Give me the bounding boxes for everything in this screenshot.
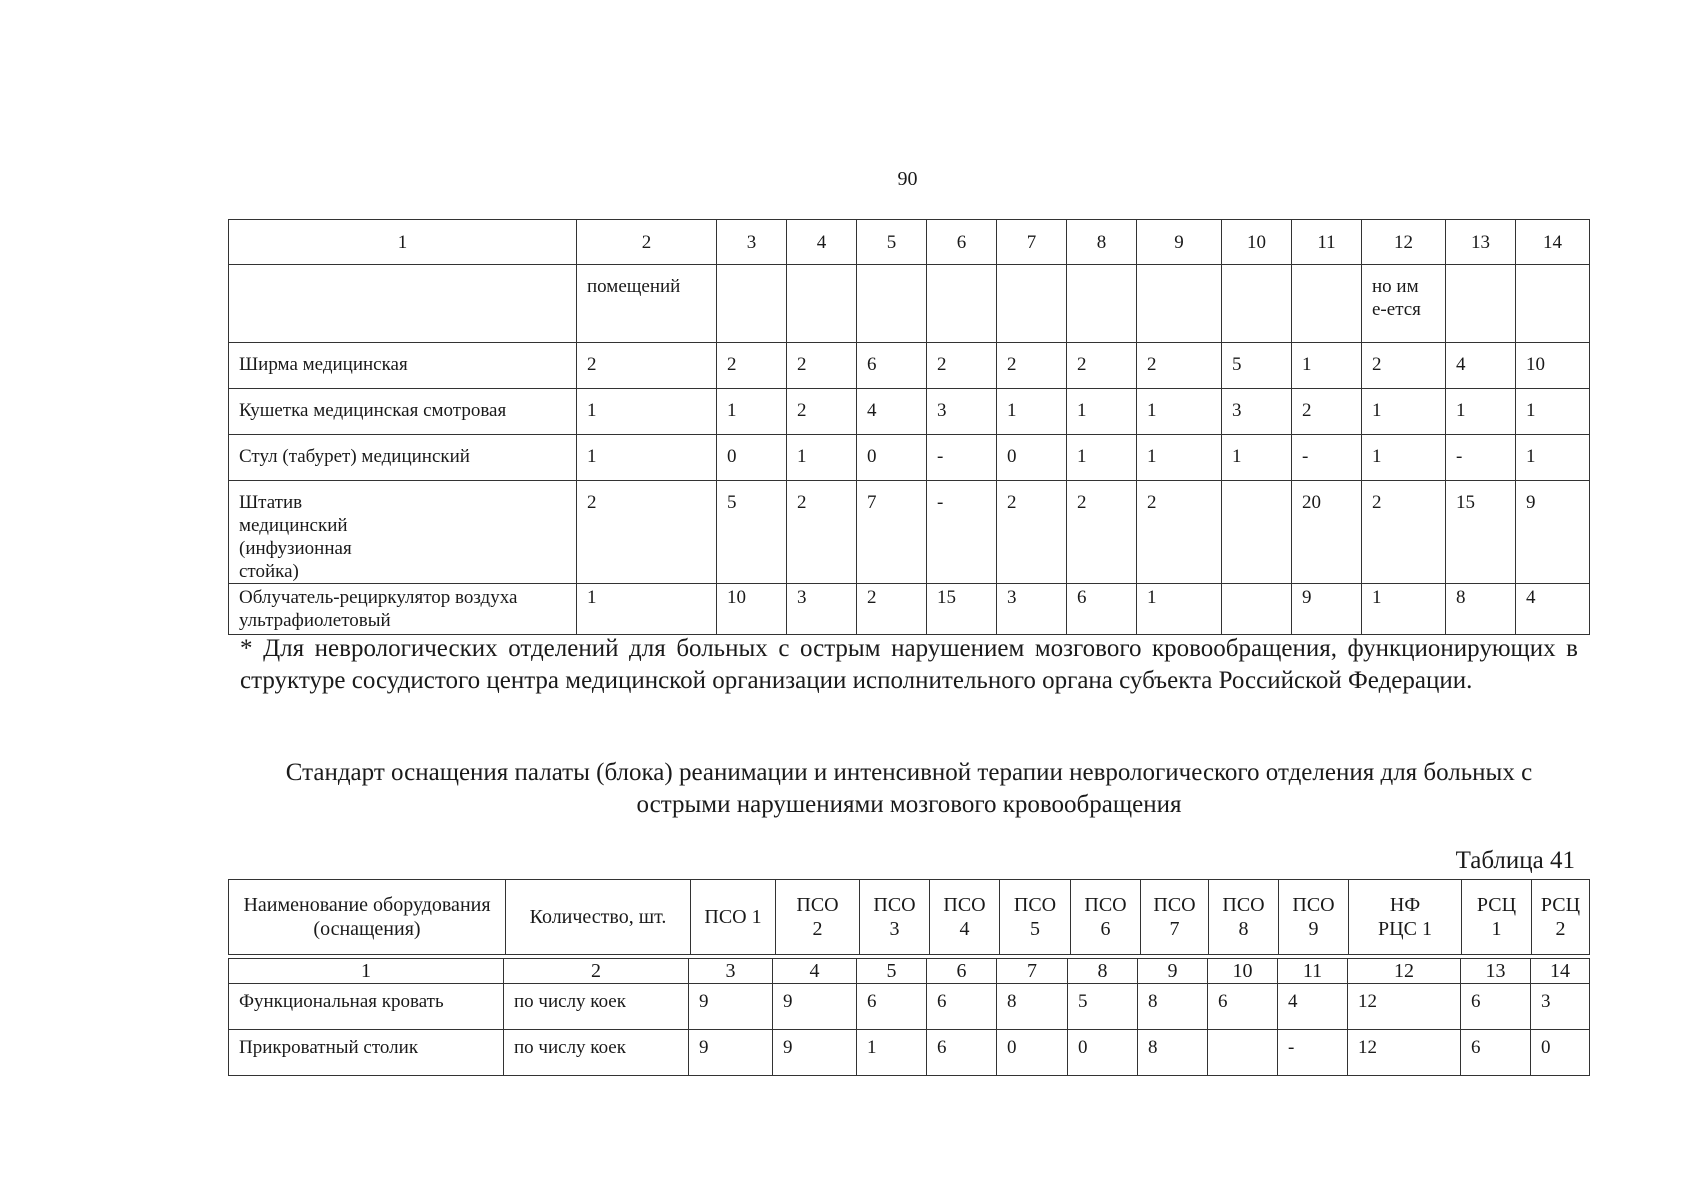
equipment-name: Облучатель-рециркулятор воздуха ультрафиолетовый	[229, 584, 577, 635]
table-cell	[927, 265, 997, 343]
table-cell: 6	[857, 343, 927, 389]
table-cell: 3	[927, 389, 997, 435]
column-number: 7	[997, 959, 1068, 984]
table-cell: 4	[1278, 984, 1348, 1030]
table-cell: 12	[1348, 984, 1461, 1030]
column-number: 5	[857, 959, 927, 984]
table-cell: помещений	[577, 265, 717, 343]
column-number: 12	[1362, 220, 1446, 265]
column-number: 13	[1461, 959, 1531, 984]
table-cell: -	[1292, 435, 1362, 481]
equipment-name: Функциональная кровать	[229, 984, 504, 1030]
table-cell: 2	[787, 481, 857, 584]
column-header: ПСО 8	[1209, 880, 1279, 955]
table-cell: 1	[1137, 435, 1222, 481]
table-cell: 1	[1446, 389, 1516, 435]
column-header: ПСО 2	[776, 880, 860, 955]
table-cell: 9	[773, 1030, 857, 1076]
table-cell: 4	[1516, 584, 1590, 635]
table-cell: 6	[1208, 984, 1278, 1030]
table-cell: 5	[1068, 984, 1138, 1030]
equipment-name: Стул (табурет) медицинский	[229, 435, 577, 481]
table-cell: 2	[577, 481, 717, 584]
table-cell: 10	[1516, 343, 1590, 389]
column-number: 11	[1278, 959, 1348, 984]
table-row	[229, 343, 1590, 389]
column-header: НФ РЦС 1	[1349, 880, 1462, 955]
footnote: * Для неврологических отделений для больных с острым нарушением мозгового кровообращения, функционирующих в структуре сосудистого центра медицинской организации исполнительного органа субъекта Российской Федерации.	[240, 635, 1578, 694]
table-cell: 4	[1446, 343, 1516, 389]
table-cell: 2	[1067, 343, 1137, 389]
table-cell	[1292, 265, 1362, 343]
column-number: 9	[1137, 220, 1222, 265]
column-number-row	[229, 220, 1590, 265]
table-cell: 0	[997, 1030, 1068, 1076]
table-cell: 1	[1067, 389, 1137, 435]
table-cell	[857, 265, 927, 343]
table-cell: -	[1278, 1030, 1348, 1076]
column-header: ПСО 5	[1000, 880, 1071, 955]
table-cell: 1	[997, 389, 1067, 435]
equipment-table-continued	[228, 219, 1590, 635]
column-header: Количество, шт.	[506, 880, 691, 955]
table-cell: 2	[927, 343, 997, 389]
column-header: ПСО 3	[860, 880, 930, 955]
column-number: 1	[229, 220, 577, 265]
column-number: 9	[1138, 959, 1208, 984]
table-cell: 0	[717, 435, 787, 481]
table-cell: 1	[1137, 389, 1222, 435]
column-header: ПСО 6	[1071, 880, 1141, 955]
table-cell: 2	[1137, 343, 1222, 389]
table-cell: 1	[1137, 584, 1222, 635]
table-cell: 9	[1292, 584, 1362, 635]
equipment-name: Штатив медицинский (инфузионная стойка)	[229, 481, 577, 584]
table-41-header	[228, 879, 1590, 955]
table-row	[229, 481, 1590, 584]
table-cell: 5	[1222, 343, 1292, 389]
table-cell: 1	[717, 389, 787, 435]
equipment-name: Кушетка медицинская смотровая	[229, 389, 577, 435]
table-cell: 15	[1446, 481, 1516, 584]
column-number: 13	[1446, 220, 1516, 265]
table-cell: 6	[857, 984, 927, 1030]
table-cell: 0	[997, 435, 1067, 481]
table-row	[229, 584, 1590, 635]
column-number: 4	[787, 220, 857, 265]
table-cell: 0	[857, 435, 927, 481]
table-cell: -	[927, 435, 997, 481]
table-cell: 2	[1292, 389, 1362, 435]
table-cell: 1	[577, 435, 717, 481]
table-cell: 8	[997, 984, 1068, 1030]
table-cell: 6	[1461, 984, 1531, 1030]
table-cell: 2	[787, 343, 857, 389]
column-header: РСЦ 2	[1532, 880, 1590, 955]
table-label: Таблица 41	[1455, 847, 1575, 874]
column-number: 7	[997, 220, 1067, 265]
table-cell: 3	[1222, 389, 1292, 435]
table-cell: 2	[997, 481, 1067, 584]
table-cell: 6	[1067, 584, 1137, 635]
table-cell	[717, 265, 787, 343]
table-cell	[1222, 481, 1292, 584]
column-number: 8	[1067, 220, 1137, 265]
table-cell	[229, 265, 577, 343]
table-cell	[1208, 1030, 1278, 1076]
column-number: 3	[717, 220, 787, 265]
table-cell: 9	[1516, 481, 1590, 584]
table-cell: но име-ется	[1362, 265, 1446, 343]
table-41-body	[228, 958, 1590, 1076]
table-cell: по числу коек	[504, 1030, 689, 1076]
table-cell: 5	[717, 481, 787, 584]
table-cell: 2	[857, 584, 927, 635]
table-cell: 3	[997, 584, 1067, 635]
table-cell: 2	[577, 343, 717, 389]
column-number: 10	[1208, 959, 1278, 984]
table-cell: 1	[1292, 343, 1362, 389]
table-cell	[1067, 265, 1137, 343]
table-cell: 9	[689, 1030, 773, 1076]
header-row	[229, 880, 1590, 955]
table-cell	[787, 265, 857, 343]
table-cell: 10	[717, 584, 787, 635]
column-number: 1	[229, 959, 504, 984]
table-cell: 2	[1362, 481, 1446, 584]
table-cell: -	[1446, 435, 1516, 481]
table-cell: 8	[1138, 984, 1208, 1030]
table-cell: 6	[927, 984, 997, 1030]
table-cell: по числу коек	[504, 984, 689, 1030]
table-cell: 8	[1446, 584, 1516, 635]
table-cell: 1	[1516, 389, 1590, 435]
page-number: 90	[897, 168, 918, 190]
table-cell: 15	[927, 584, 997, 635]
table-cell: 0	[1531, 1030, 1590, 1076]
column-number: 4	[773, 959, 857, 984]
table-row	[229, 389, 1590, 435]
column-number: 5	[857, 220, 927, 265]
table-cell: 8	[1138, 1030, 1208, 1076]
column-number: 3	[689, 959, 773, 984]
table-cell: 2	[997, 343, 1067, 389]
table-cell: 2	[787, 389, 857, 435]
table-cell: 1	[857, 1030, 927, 1076]
column-header: ПСО 9	[1279, 880, 1349, 955]
table-cell: 1	[1222, 435, 1292, 481]
table-row	[229, 984, 1590, 1030]
table-cell: -	[927, 481, 997, 584]
table-cell: 1	[1516, 435, 1590, 481]
table-cell: 1	[1362, 435, 1446, 481]
table-cell: 1	[1362, 584, 1446, 635]
column-number: 14	[1531, 959, 1590, 984]
continuation-row	[229, 265, 1590, 343]
table-cell: 12	[1348, 1030, 1461, 1076]
equipment-name: Прикроватный столик	[229, 1030, 504, 1076]
table-cell	[1222, 584, 1292, 635]
column-number: 12	[1348, 959, 1461, 984]
column-number-row	[229, 959, 1590, 984]
table-row	[229, 435, 1590, 481]
equipment-name: Ширма медицинская	[229, 343, 577, 389]
column-header: Наименование оборудования (оснащения)	[229, 880, 506, 955]
table-cell: 2	[1362, 343, 1446, 389]
table-cell: 0	[1068, 1030, 1138, 1076]
column-number: 6	[927, 959, 997, 984]
column-number: 2	[577, 220, 717, 265]
table-cell: 4	[857, 389, 927, 435]
table-row	[229, 1030, 1590, 1076]
table-cell	[1222, 265, 1292, 343]
table-cell	[1516, 265, 1590, 343]
table-cell: 2	[1137, 481, 1222, 584]
column-header: ПСО 7	[1141, 880, 1209, 955]
column-number: 10	[1222, 220, 1292, 265]
column-number: 2	[504, 959, 689, 984]
table-cell	[1137, 265, 1222, 343]
column-number: 14	[1516, 220, 1590, 265]
table-cell: 1	[577, 389, 717, 435]
table-cell: 2	[1067, 481, 1137, 584]
table-cell: 2	[717, 343, 787, 389]
table-cell: 9	[689, 984, 773, 1030]
table-cell	[997, 265, 1067, 343]
table-cell: 1	[577, 584, 717, 635]
table-cell: 3	[787, 584, 857, 635]
table-cell: 1	[1067, 435, 1137, 481]
table-cell: 1	[1362, 389, 1446, 435]
table-cell: 3	[1531, 984, 1590, 1030]
table-cell: 1	[787, 435, 857, 481]
standard-title: Стандарт оснащения палаты (блока) реанимации и интенсивной терапии неврологического отделения для больных с острыми нарушениями мозгового кровообращения	[285, 759, 1533, 818]
table-cell: 6	[1461, 1030, 1531, 1076]
column-header: РСЦ 1	[1462, 880, 1532, 955]
column-number: 6	[927, 220, 997, 265]
column-header: ПСО 1	[691, 880, 776, 955]
table-cell	[1446, 265, 1516, 343]
table-cell: 9	[773, 984, 857, 1030]
column-number: 11	[1292, 220, 1362, 265]
table-cell: 6	[927, 1030, 997, 1076]
column-number: 8	[1068, 959, 1138, 984]
table-cell: 20	[1292, 481, 1362, 584]
column-header: ПСО 4	[930, 880, 1000, 955]
table-cell: 7	[857, 481, 927, 584]
